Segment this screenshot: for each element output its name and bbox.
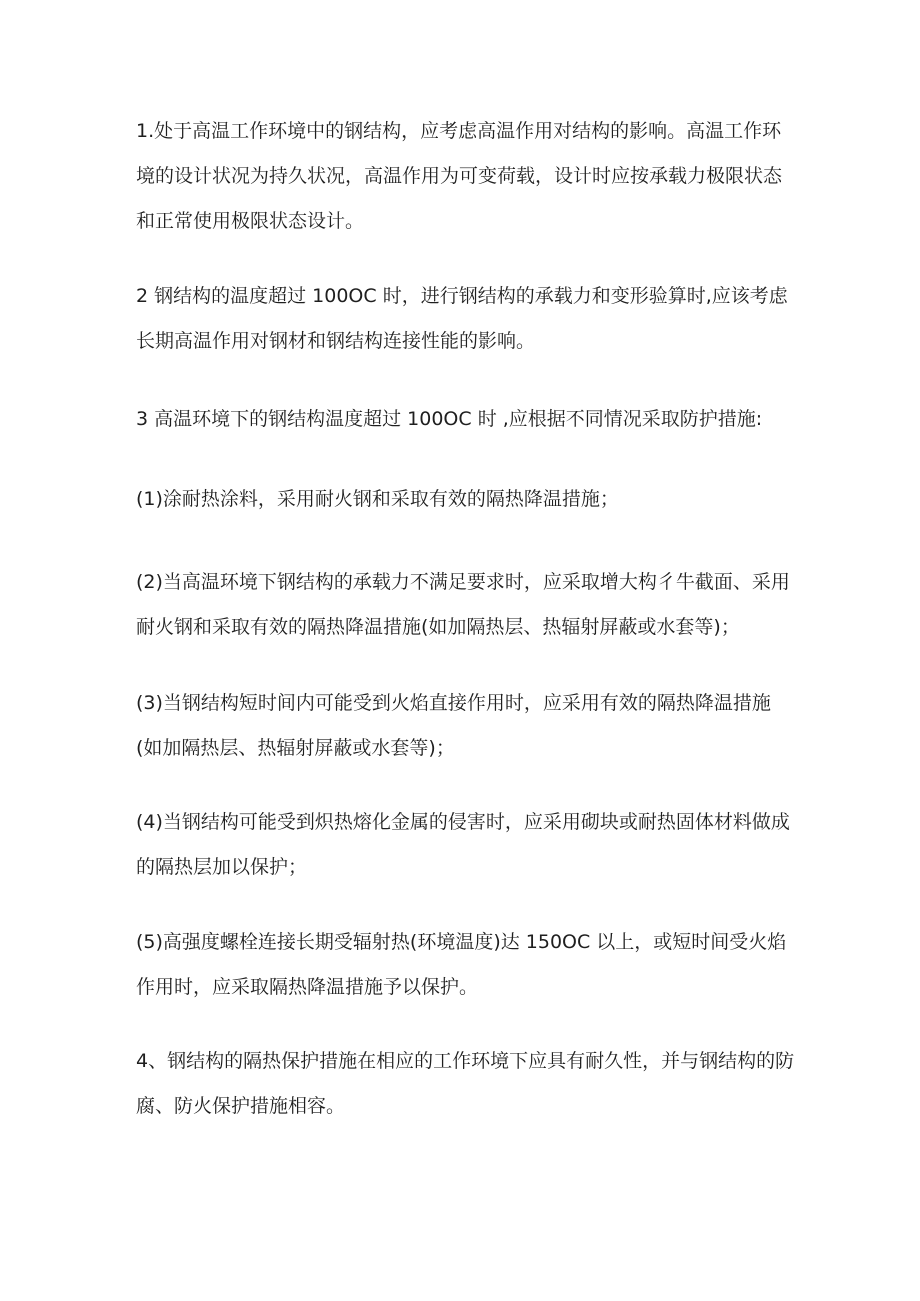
paragraph-3-item-3: (3)当钢结构短时间内可能受到火焰直接作用时，应采用有效的隔热降温措施(如加隔热层、热辐射屏蔽或水套等)； — [136, 692, 771, 759]
paragraph-3-item-5: (5)高强度螺栓连接长期受辐射热(环境温度)达 150OC 以上，或短时间受火焰作用时，应采取隔热降温措施予以保护。 — [136, 931, 787, 998]
paragraph-1: 1.处于高温工作环境中的钢结构，应考虑高温作用对结构的影响。高温工作环境的设计状况为持久状况，高温作用为可变荷载，设计时应按承载力极限状态和正常使用极限状态设计。 — [136, 120, 783, 232]
paragraph-3-item-2: (2)当高温环境下钢结构的承载力不满足要求时，应采取增大构彳牛截面、采用耐火钢和采取有效的隔热降温措施(如加隔热层、热辐射屏蔽或水套等)； — [136, 571, 790, 638]
paragraph-2: 2 钢结构的温度超过 100OC 时，进行钢结构的承载力和变形验算时,应该考虑长期高温作用对钢材和钢结构连接性能的影响。 — [136, 285, 788, 352]
paragraph-3: 3 高温环境下的钢结构温度超过 100OC 时 ,应根据不同情况采取防护措施: — [136, 408, 763, 430]
paragraph-3-item-1: (1)涂耐热涂料，采用耐火钢和采取有效的隔热降温措施； — [136, 488, 619, 510]
paragraph-4: 4、钢结构的隔热保护措施在相应的工作环境下应具有耐久性，并与钢结构的防腐、防火保护措施相容。 — [136, 1050, 795, 1117]
paragraph-3-item-4: (4)当钢结构可能受到炽热熔化金属的侵害时，应采用砌块或耐热固体材料做成的隔热层加以保护； — [136, 811, 790, 878]
